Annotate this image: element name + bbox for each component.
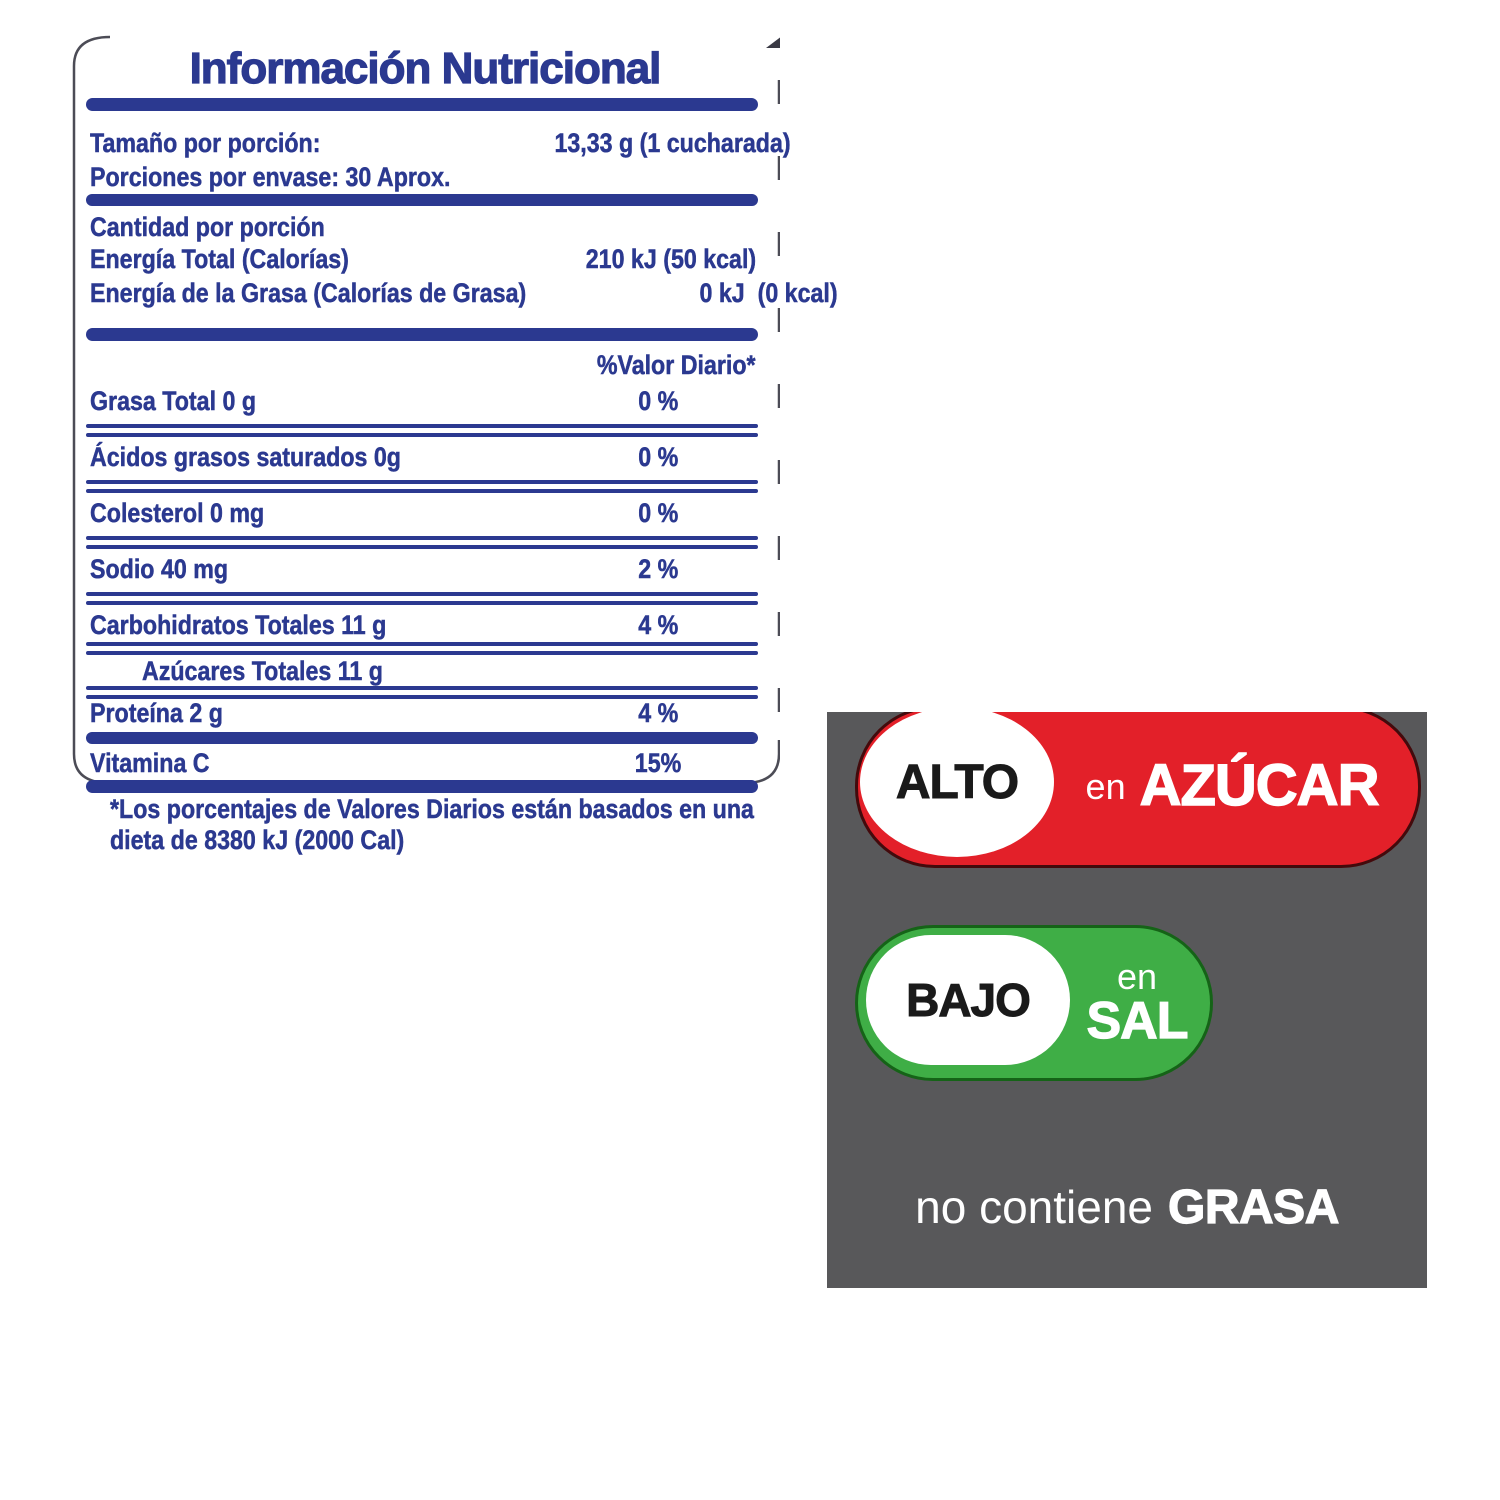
daily-value-header: %Valor Diario* — [597, 350, 756, 380]
vitamin-c-row — [90, 748, 756, 778]
nutrient-dv: 0 % — [638, 386, 679, 416]
servings-per-container: Porciones por envase: 30 Aprox. — [90, 162, 451, 192]
nutrient-name: Proteína 2 g — [90, 698, 223, 728]
badge-level-circle — [860, 712, 1054, 857]
amount-per-serving-row — [90, 212, 756, 242]
nutrient-row-protein — [90, 698, 756, 728]
nutrient-name: Vitamina C — [90, 748, 210, 778]
thick-divider — [86, 780, 758, 793]
nutrient-dv: 15% — [635, 748, 682, 778]
nutrient-dv: 4 % — [638, 698, 679, 728]
footnote-line1: *Los porcentajes de Valores Diarios están basados en una — [110, 794, 754, 824]
energy-fat-row — [90, 278, 838, 308]
nutrient-name: Carbohidratos Totales 11 g — [90, 610, 387, 640]
nutrition-facts-label — [70, 34, 838, 855]
nutrient-row-satfat — [90, 442, 756, 472]
nutrient-row-sodium — [90, 554, 756, 584]
double-divider — [86, 592, 758, 610]
label-title: Información Nutricional — [189, 44, 661, 93]
footnote — [110, 794, 756, 856]
low-salt-badge — [855, 925, 1213, 1081]
badge-connector: en — [1116, 956, 1158, 997]
badge-nutrient-area — [1070, 928, 1204, 1078]
serving-size-label: Tamaño por porción: — [90, 128, 321, 158]
serving-size-row — [90, 128, 791, 158]
nutrient-row-cholesterol — [90, 498, 756, 528]
energy-total-row — [90, 244, 756, 274]
nutrient-dv: 2 % — [638, 554, 679, 584]
nutrient-name: Sodio 40 mg — [90, 554, 229, 584]
nutrient-row-sugars — [90, 656, 756, 686]
energy-fat-value: 0 kJ (0 kcal) — [699, 278, 838, 308]
energy-total-value: 210 kJ (50 kcal) — [585, 244, 756, 274]
double-divider — [86, 536, 758, 554]
nutrient-name: Azúcares Totales 11 g — [142, 656, 383, 686]
servings-per-container-row — [90, 162, 756, 192]
no-fat-text — [827, 1180, 1427, 1235]
nutrient-name: Colesterol 0 mg — [90, 498, 265, 528]
daily-value-header-row — [90, 350, 756, 380]
energy-total-name: Energía Total (Calorías) — [90, 244, 349, 274]
warning-panel — [827, 712, 1427, 1288]
serving-size-value: 13,33 g (1 cucharada) — [554, 128, 791, 158]
thick-divider — [86, 732, 758, 744]
thick-divider — [86, 328, 758, 341]
no-fat-prefix: no contiene — [915, 1181, 1154, 1233]
nutrient-dv: 0 % — [638, 498, 679, 528]
nutrient-dv: 4 % — [638, 610, 679, 640]
double-divider — [86, 424, 758, 442]
badge-level-stadium — [866, 935, 1070, 1065]
nutrient-row-fat — [90, 386, 756, 416]
amount-per-serving-header: Cantidad por porción — [90, 212, 325, 242]
nutrient-name: Grasa Total 0 g — [90, 386, 257, 416]
badge-connector: en — [1085, 766, 1126, 807]
badge-level-text: ALTO — [895, 755, 1019, 809]
no-fat-nutrient: GRASA — [1168, 1181, 1339, 1234]
nutrient-row-carbs — [90, 610, 756, 640]
badge-nutrient: AZÚCAR — [1139, 752, 1379, 818]
footnote-line2: dieta de 8380 kJ (2000 Cal) — [110, 825, 405, 855]
thick-divider — [86, 98, 758, 111]
energy-fat-name: Energía de la Grasa (Calorías de Grasa) — [90, 278, 527, 308]
double-divider — [86, 480, 758, 498]
high-sugar-badge — [855, 712, 1421, 868]
badge-nutrient-area — [1054, 712, 1410, 865]
badge-nutrient: SAL — [1086, 992, 1188, 1050]
nutrient-name: Ácidos grasos saturados 0g — [90, 442, 401, 472]
badge-level-text: BAJO — [906, 974, 1030, 1026]
thick-divider — [86, 194, 758, 206]
nutrient-dv: 0 % — [638, 442, 679, 472]
